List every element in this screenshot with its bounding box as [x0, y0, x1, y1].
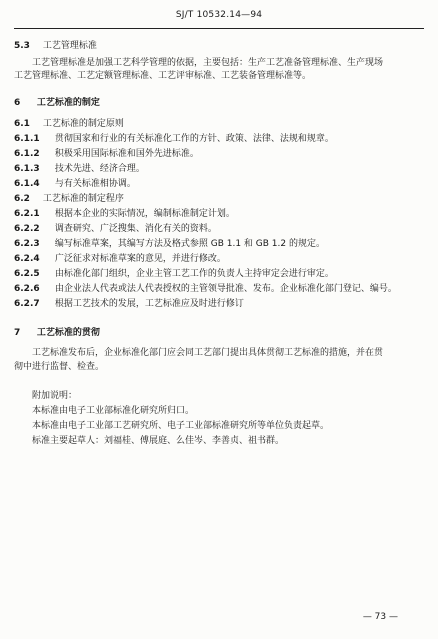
page-number: — 73 — — [362, 612, 398, 622]
clause-6-1-1 — [14, 133, 334, 145]
section-title: 工艺管理标准 — [42, 41, 97, 51]
clause-number: 6.1.2 — [14, 149, 40, 159]
section-number: 6.1 — [14, 119, 30, 129]
clause-6-2-6 — [14, 283, 397, 295]
section-title: 工艺标准的贯彻 — [36, 328, 100, 338]
section-title: 工艺标准的制定原则 — [42, 119, 124, 129]
clause-text: 根据工艺技术的发展，工艺标准应及时进行修订 — [54, 299, 244, 309]
clause-number: 6.1.3 — [14, 164, 40, 174]
clause-6-1-3 — [14, 163, 145, 175]
clause-number: 6.2.1 — [14, 209, 40, 219]
section-number: 6 — [14, 98, 21, 108]
clause-text: 广泛征求对标准草案的意见，并进行修改。 — [54, 254, 226, 264]
clause-6-2-3 — [14, 238, 325, 250]
header-rule — [14, 28, 424, 29]
clause-text: 根据本企业的实际情况，编制标准制定计划。 — [54, 209, 235, 219]
clause-text: 编写标准草案，其编写方法及格式参照 GB 1.1 和 GB 1.2 的规定。 — [54, 239, 325, 249]
section-5-3-para-line2: 工艺管理标准、工艺定额管理标准、工艺评审标准、工艺装备管理标准等。 — [14, 71, 312, 81]
notes-line-2: 本标准由电子工业部工艺研究所、电子工业部标准研究所等单位负责起草。 — [32, 421, 330, 431]
clause-text: 积极采用国际标准和国外先进标准。 — [54, 149, 199, 159]
section-title: 工艺标准的制定程序 — [42, 194, 124, 204]
section-5-3-para-line1: 工艺管理标准是加强工艺科学管理的依据，主要包括：生产工艺准备管理标准、生产现场 — [32, 58, 384, 68]
clause-6-2-5 — [14, 268, 334, 280]
clause-6-1-2 — [14, 148, 199, 160]
clause-6-2-7 — [14, 298, 244, 310]
clause-text: 由企业法人代表或法人代表授权的主管领导批准、发布。企业标准化部门登记、编号。 — [54, 284, 397, 294]
clause-text: 由标准化部门组织，企业主管工艺工作的负责人主持审定会进行审定。 — [54, 269, 334, 279]
clause-number: 6.2.2 — [14, 224, 40, 234]
notes-line-3: 标准主要起草人：刘福桂、傅展庭、么佳岑、李善贞、祖书群。 — [32, 436, 285, 446]
clause-6-1-4 — [14, 178, 136, 190]
clause-text: 与有关标准相协调。 — [54, 179, 136, 189]
section-7-heading — [14, 327, 100, 339]
section-6-heading — [14, 97, 100, 109]
clause-number: 6.2.3 — [14, 239, 40, 249]
section-5-3-heading — [14, 40, 97, 52]
section-7-para-line2: 彻中进行监督、检查。 — [14, 362, 105, 372]
section-number: 6.2 — [14, 194, 30, 204]
clause-6-2-2 — [14, 223, 217, 235]
clause-text: 调查研究、广泛搜集、消化有关的资料。 — [54, 224, 217, 234]
clause-text: 贯彻国家和行业的有关标准化工作的方针、政策、法律、法规和规章。 — [54, 134, 334, 144]
section-number: 5.3 — [14, 41, 30, 51]
clause-6-2-4 — [14, 253, 226, 265]
clause-number: 6.2.4 — [14, 254, 40, 264]
notes-line-1: 本标准由电子工业部标准化研究所归口。 — [32, 406, 195, 416]
clause-number: 6.2.7 — [14, 299, 40, 309]
clause-number: 6.1.1 — [14, 134, 40, 144]
section-6-2-heading — [14, 193, 124, 205]
section-number: 7 — [14, 328, 21, 338]
section-title: 工艺标准的制定 — [36, 98, 100, 108]
section-6-1-heading — [14, 118, 124, 130]
clause-text: 技术先进、经济合理。 — [54, 164, 145, 174]
section-7-para-line1: 工艺标准发布后，企业标准化部门应会同工艺部门提出具体贯彻工艺标准的措施，并在贯 — [32, 348, 384, 358]
clause-number: 6.2.5 — [14, 269, 40, 279]
standard-code: SJ/T 10532.14—94 — [175, 10, 263, 20]
clause-number: 6.1.4 — [14, 179, 40, 189]
clause-6-2-1 — [14, 208, 235, 220]
notes-title: 附加说明： — [32, 391, 78, 401]
clause-number: 6.2.6 — [14, 284, 40, 294]
